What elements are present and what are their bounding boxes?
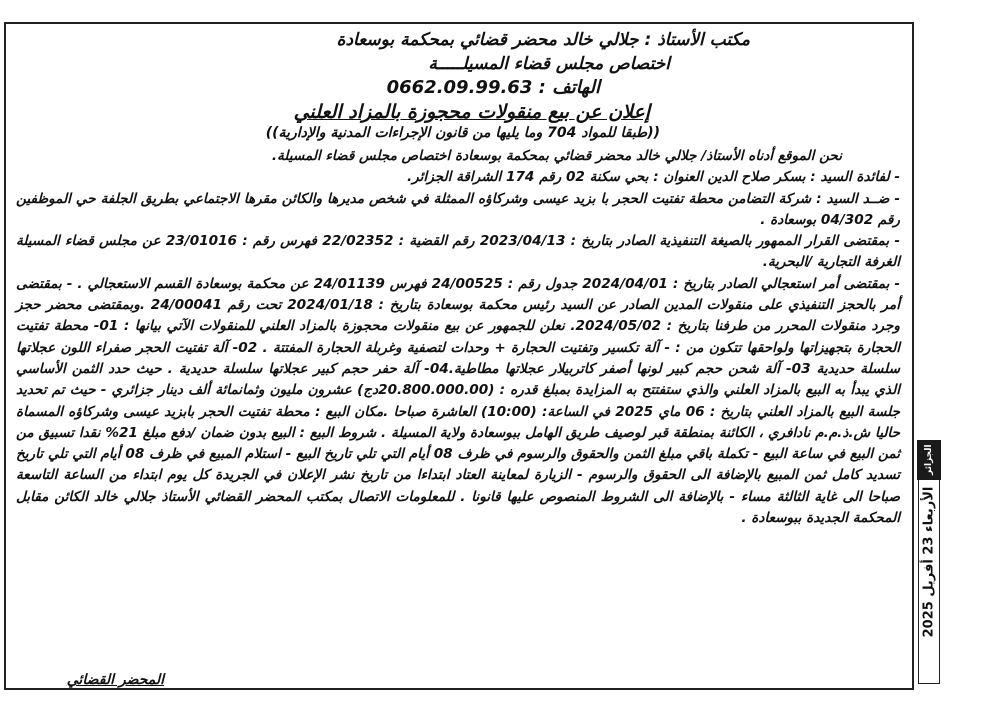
legal-basis: ((طبقا للمواد 704 وما يليها من قانون الإجراءات المدنية والإدارية)): [265, 125, 660, 141]
publication-date: الأربعاء 23 أفريل 2025: [921, 486, 937, 638]
bailiff-signature: المحضر القضائي: [66, 672, 164, 688]
announcement-content: [16, 28, 900, 684]
phone-number: الهاتف : 0662.09.99.63: [386, 77, 600, 98]
body-decision: - بمقتضى القرار الممهور بالصيغة التنفيذية الصادر بتاريخ : 2023/04/13 رقم القضية : 22/02352 فهرس رقم : 23/01016 عن مجلس قضاء المسيلة الغرفة التجارية /البحرية.: [16, 233, 900, 271]
body-defendant: - ضــد السيد : شركة التضامن محطة تفتيت الحجر با بزيد عيسى وشركاؤه الممثلة في شخص مديرها والكائن مقرها الاجتماعي بطريق الجلفة حي الموظفين رقم 04/302 بوسعادة .: [16, 190, 900, 228]
body-beneficiary: - لفائدة السيد : بسكر صلاح الدين العنوان : بحي سكنة 02 رقم 174 الشراقة الجزائر.: [406, 169, 900, 186]
body-intro: نحن الموقع أدناه الأستاذ/ جلالي خالد محضر قضائي بمحكمة بوسعادة اختصاص مجلس قضاء المسيلة.: [271, 148, 842, 164]
jurisdiction-heading: اختصاص مجلس قضاء المسيلـــــة: [428, 54, 670, 74]
newspaper-logo: الجزائر: [917, 440, 941, 480]
body-sale-details: - بمقتضى أمر استعجالي الصادر بتاريخ : 2024/04/01 جدول رقم : 24/00525 فهرس 24/01139 عن محكمة بوسعادة القسم الاستعجالي . - بمقتضى أمر بالحجز التنفيذي على منقولات المدين الصادر عن السيد رئيس محكمة بوسعادة بتاريخ : 2024/01/18 تحت رقم 24/00041 .وبمقتضى محضر حجز وجرد منقولات المحرر من طرفنا بتاريخ : 2024/05/02. نعلن للجمهور عن بيع منقولات محجوزة بالمزاد العلني للمنقولات الآتي بيانها : 01- محطة تفتيت الحجارة بتجهيزاتها ولواحقها تتكون من : - آلة تكسير وتفتيت الحجارة + وحدات لتصفية وغربلة الحجارة المفتتة . 02- آلة تفتيت الحجر صفراء اللون عجلاتها سلسلة حديدية 03- آلة شحن حجم كبير لونها أصفر كاتربيلار عجلاتها مطاطية.04- آلة حفر حجم كبير عجلاتها سلسلة حديدية . حيث حدد الثمن الأساسي الذي يبدأ به البيع بالمزاد العلني والذي ستفتتح به المزايدة بمبلغ قدره : (20.800.000.00دج) عشرون مليون وثمانمائة ألف دينار جزائري - حيث تم تحديد جلسة البيع بالمزاد العلني بتاريخ : 06 ماي 2025 في الساعة: (10:00) العاشرة صباحا .مكان البيع : محطة تفتيت الحجر بابزيد عيسى وشركاؤه المسماة حاليا ش.ذ.م.م نادافري ، الكائنة بمنطقة قبر لوصيف طريق الهامل ببوسعادة ولاية المسيلة . شروط البيع : البيع بدون ضمان /دفع مبلغ 21% نقدا تسبيق من ثمن البيع في ساعة البيع - تكملة باقي مبلغ الثمن والحقوق والرسوم في ظرف 08 أيام التي تلي تاريخ البيع - استلام المبيع في ظرف 08 أيام التي تلي تاريخ تسديد كامل ثمن المبيع بالإضافة الى الحقوق والرسوم - الزيارة لمعاينة العتاد ابتداءا من تاريخ نشر الإعلان في الجريدة كل يوم ابتداء من الساعة التاسعة صباحا الى غاية الثالثة مساء - بالإضافة الى الشروط المنصوص عليها قانونا . للمعلومات الاتصال بمكتب المحضر القضائي الأستاذ جلالي خالد الكائن مقابل المحكمة الجديدة ببوسعادة .: [16, 275, 901, 527]
announcement-frame: [4, 22, 914, 690]
announcement-body: [16, 146, 900, 529]
announcement-title: إعلان عن بيع منقولات محجوزة بالمزاد العلني: [293, 101, 650, 123]
office-heading: مكتب الأستاذ : جلالي خالد محضر قضائي بمحكمة بوسعادة: [336, 30, 750, 50]
